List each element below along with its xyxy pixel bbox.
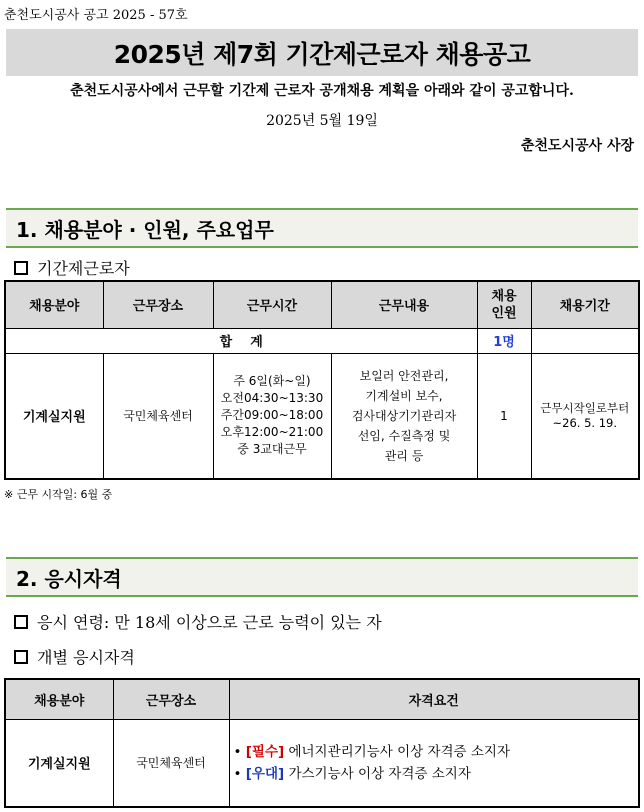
signer: 춘천도시공사 사장: [520, 138, 634, 154]
col-header: 근무시간: [213, 281, 331, 328]
announcement-date: 2025년 5월 19일: [266, 113, 378, 129]
intro-text: 춘천도시공사에서 근무할 기간제 근로자 공개채용 계획을 아래와 같이 공고합니다.: [70, 83, 574, 99]
age-requirement: [14, 610, 382, 633]
col-header: 채용분야: [5, 281, 103, 328]
field-cell: 기계실지원: [5, 353, 103, 479]
table-row: [5, 353, 639, 479]
total-empty: [531, 328, 639, 353]
required-text: 에너지관리기능사 이상 자격증 소지자: [284, 743, 511, 760]
section1-title: 1. 채용분야 · 인원, 주요업무: [16, 217, 274, 242]
col-header: 근무장소: [103, 281, 213, 328]
table-header-row: [5, 679, 639, 719]
col-header: 근무장소: [113, 679, 229, 719]
section2-title: 2. 응시자격: [16, 566, 122, 591]
col-header: 채용기간: [531, 281, 639, 328]
period-cell: 근무시작일로부터 ~26. 5. 19.: [531, 353, 639, 479]
individual-qualification-text: 개별 응시자격: [37, 648, 135, 667]
col-header: 채용 인원: [477, 281, 531, 328]
section1-heading: [6, 208, 638, 248]
duties-cell: 보일러 안전관리, 기계설비 보수, 검사대상기기관리자 선임, 수질측정 및 관리 등: [331, 353, 477, 479]
total-row: [5, 328, 639, 353]
hours-cell: 주 6일(화~일) 오전04:30~13:30 주간09:00~18:00 오후12:00~21:00 중 3교대근무: [213, 353, 331, 479]
checkbox-bullet-icon: [14, 615, 28, 629]
col-header: 채용분야: [5, 679, 113, 719]
section1-sub: [14, 256, 130, 279]
start-date-note: ※ 근무 시작일: 6월 중: [4, 488, 113, 501]
checkbox-bullet-icon: [14, 261, 28, 275]
count-cell: 1: [477, 353, 531, 479]
table-row: [5, 719, 639, 807]
place-cell: 국민체육센터: [103, 353, 213, 479]
field-cell: 기계실지원: [5, 719, 113, 807]
employment-table: [4, 280, 640, 480]
col-header: 자격요건: [229, 679, 639, 719]
title-band: [6, 29, 638, 76]
requirement-preferred: • [우대] 가스기능사 이상 자격증 소지자: [233, 765, 471, 782]
age-requirement-text: 응시 연령: 만 18세 이상으로 근로 능력이 있는 자: [37, 613, 382, 632]
total-label: 합 계: [5, 328, 477, 353]
table-header-row: [5, 281, 639, 328]
required-tag: [필수]: [245, 743, 285, 760]
individual-qualification: [14, 645, 135, 668]
section1-sub-label: 기간제근로자: [37, 259, 130, 278]
requirement-required: • [필수] 에너지관리기능사 이상 자격증 소지자: [233, 743, 511, 760]
notice-number: 춘천도시공사 공고 2025 - 57호: [4, 8, 188, 23]
qualification-table: [4, 678, 640, 808]
preferred-tag: [우대]: [245, 765, 285, 782]
page-title: 2025년 제7회 기간제근로자 채용공고: [113, 39, 531, 69]
checkbox-bullet-icon: [14, 650, 28, 664]
requirements-cell: [229, 719, 639, 807]
total-count: 1명: [477, 328, 531, 353]
place-cell: 국민체육센터: [113, 719, 229, 807]
col-header: 근무내용: [331, 281, 477, 328]
section2-heading: [6, 557, 638, 597]
preferred-text: 가스기능사 이상 자격증 소지자: [284, 765, 471, 782]
